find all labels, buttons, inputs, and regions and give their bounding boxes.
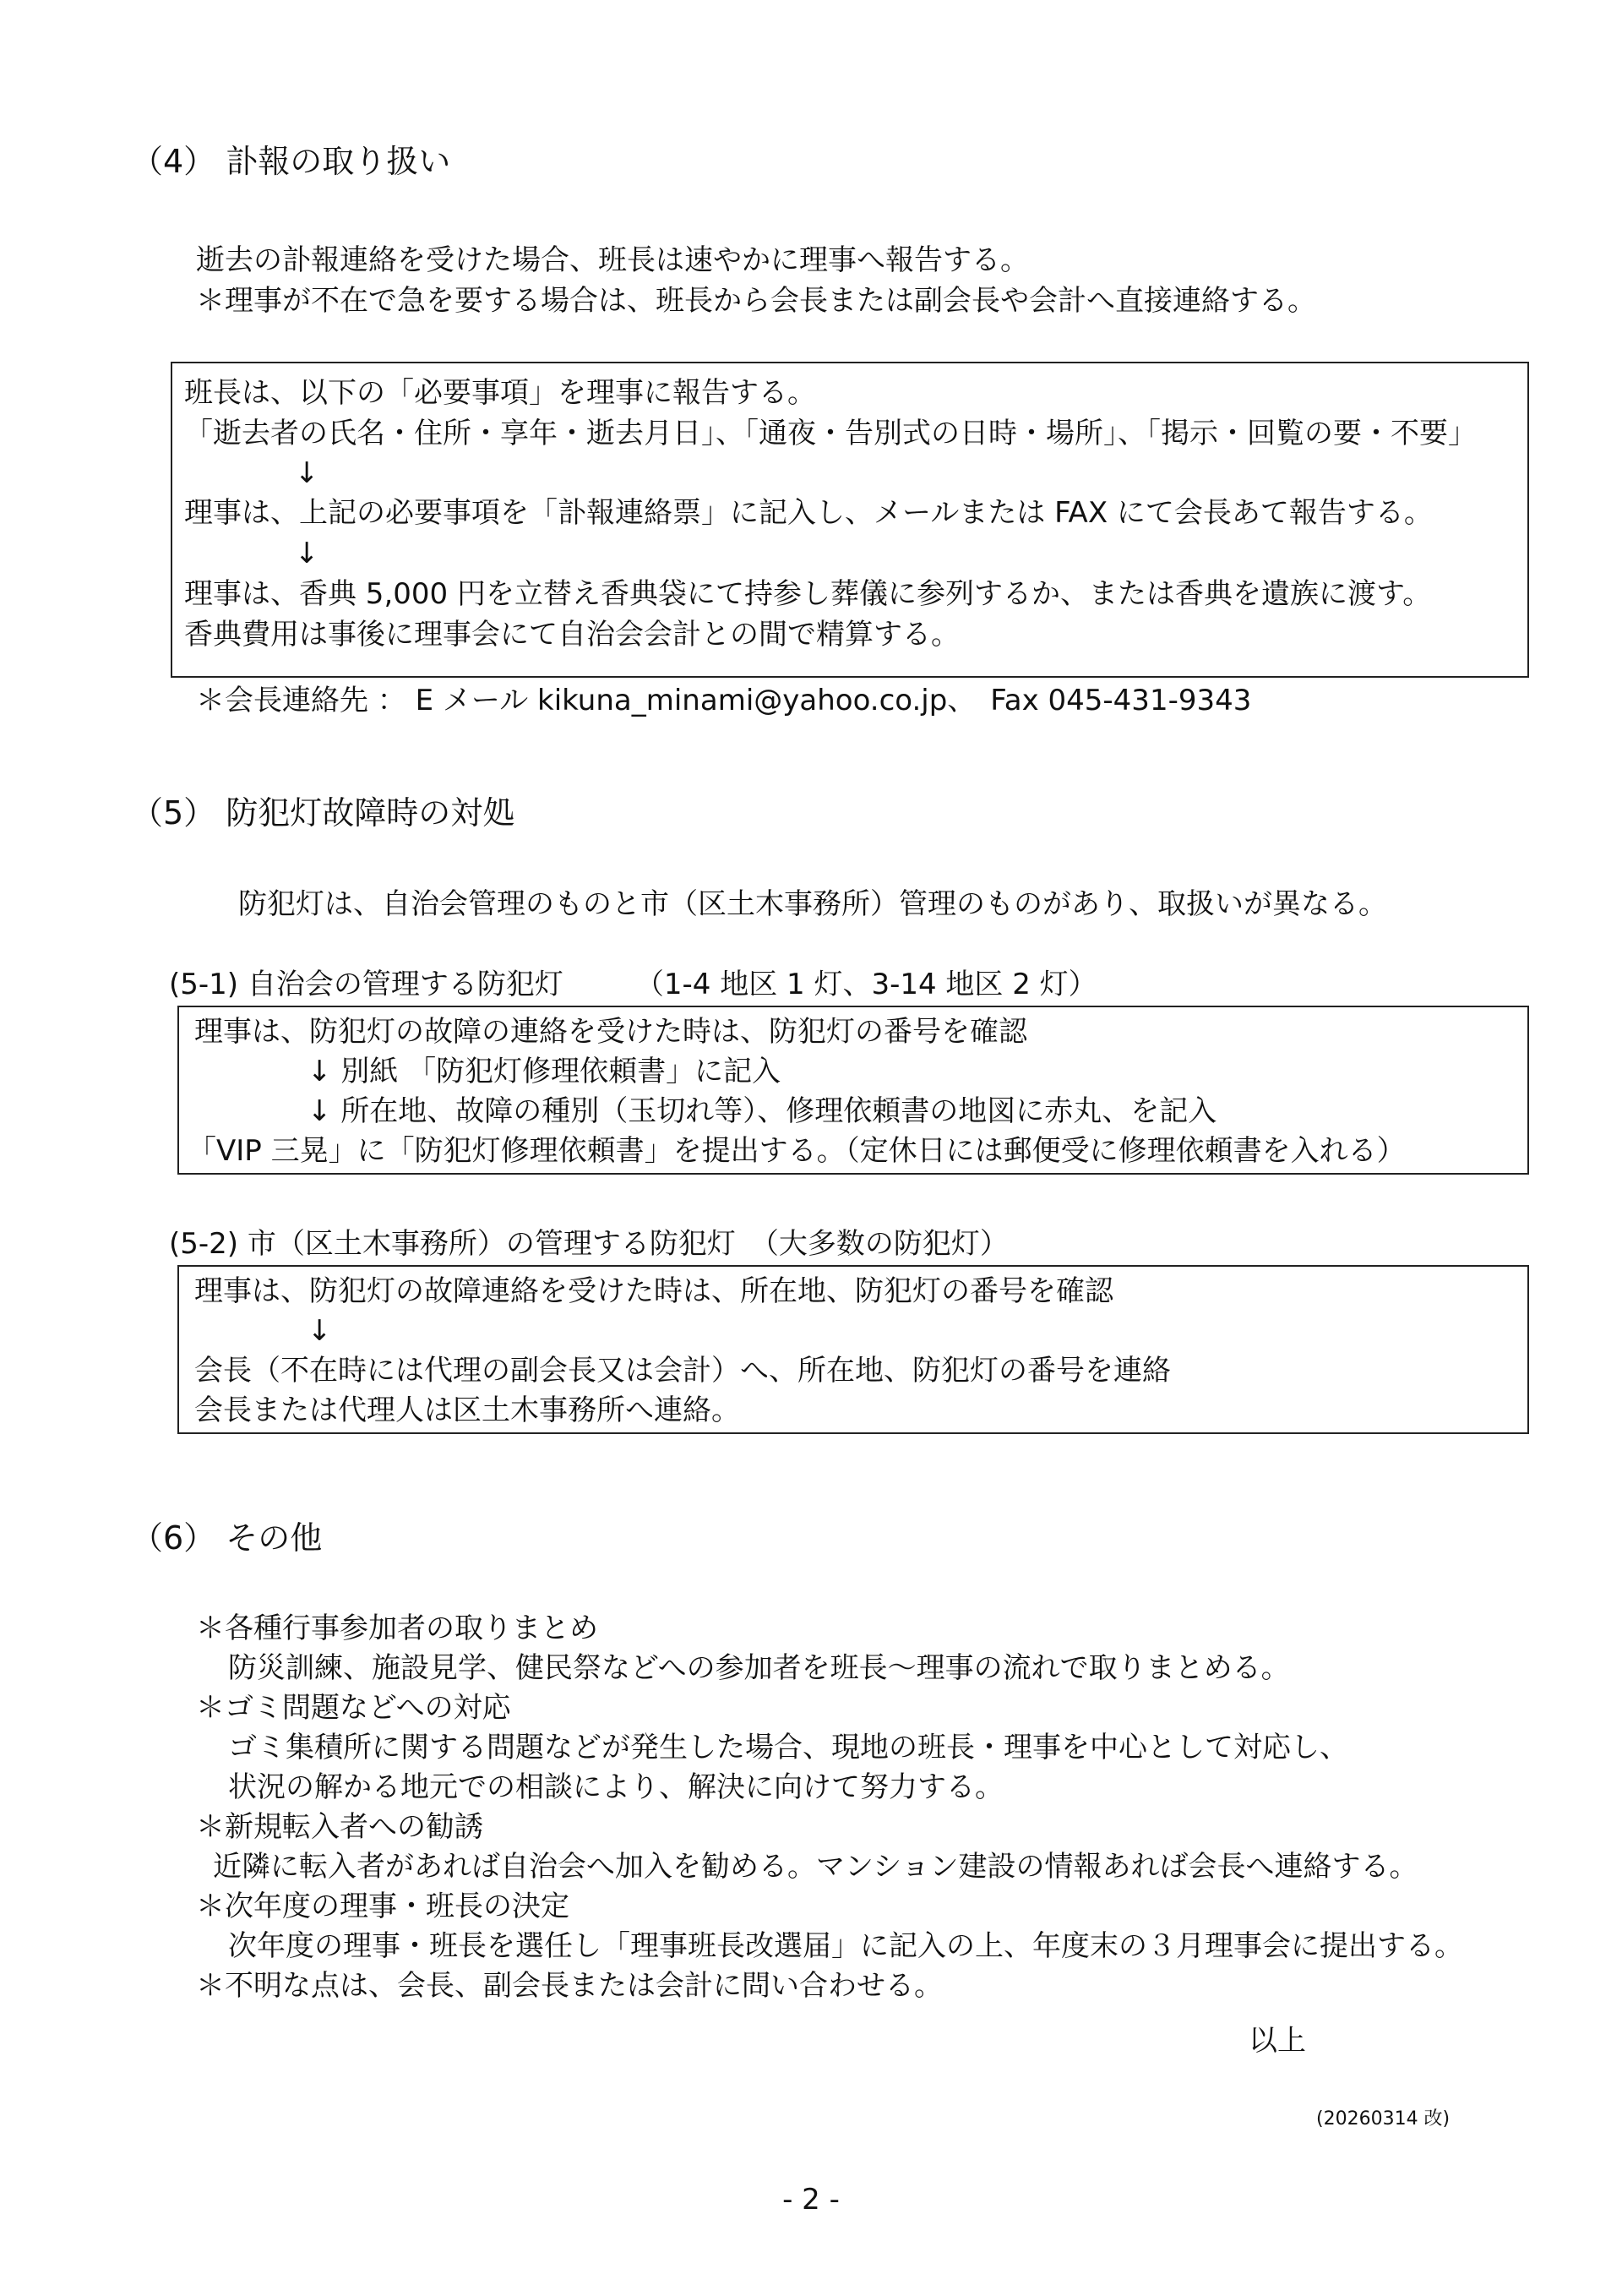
box5-1-line-2: ↓ 別紙 「防犯灯修理依頼書」に記入 <box>308 1055 781 1088</box>
box4-line-2: 「逝去者の氏名・住所・享年・逝去月日」、「通夜・告別式の日時・場所」、「掲示・回覧の要・不要」 <box>184 417 1477 450</box>
section5-1-box <box>177 1006 1529 1175</box>
box4-line-1: 班長は、以下の「必要事項」を理事に報告する。 <box>184 376 816 410</box>
section6-heading: （6） その他 <box>131 1519 323 1557</box>
box4-line-5: 香典費用は事後に理事会にて自治会会計との間で精算する。 <box>184 618 960 652</box>
section6-item-5: ＊不明な点は、会長、副会長または会計に問い合わせる。 <box>196 1969 943 2003</box>
closing-text: 以上 <box>1249 2024 1306 2058</box>
box4-line-3: 理事は、上記の必要事項を「訃報連絡票」に記入し、メールまたは FAX にて会長あて報告する。 <box>184 496 1433 530</box>
section5-heading: （5） 防犯灯故障時の対処 <box>131 794 515 832</box>
down-arrow-icon: ↓ <box>308 1314 332 1348</box>
section5-intro: 防犯灯は、自治会管理のものと市（区土木事務所）管理のものがあり、取扱いが異なる。 <box>238 887 1387 921</box>
section6-item-4-text: 次年度の理事・班長を選任し「理事班長改選届」に記入の上、年度末の３月理事会に提出する。 <box>228 1929 1463 1963</box>
box5-1-line-4: 「VIP 三晃」に「防犯灯修理依頼書」を提出する。（定休日には郵便受に修理依頼書を入れる） <box>188 1134 1406 1168</box>
down-arrow-icon: ↓ <box>295 537 319 570</box>
section6-item-4-title: ＊次年度の理事・班長の決定 <box>196 1890 569 1923</box>
down-arrow-icon: ↓ <box>295 456 319 490</box>
page-number: - 2 - <box>782 2183 840 2217</box>
section4-heading: （4） 訃報の取り扱い <box>131 143 451 180</box>
box4-line-4: 理事は、香典 5,000 円を立替え香典袋にて持参し葬儀に参列するか、または香典を遺族に渡す。 <box>184 577 1432 611</box>
section6-item-2-text-1: ゴミ集積所に関する問題などが発生した場合、現地の班長・理事を中心として対応し、 <box>228 1731 1348 1764</box>
section5-1-heading: (5-1) 自治会の管理する防犯灯 （1-4 地区 1 灯、3-14 地区 2 灯） <box>169 968 1097 1001</box>
box5-2-line-4: 会長または代理人は区土木事務所へ連絡。 <box>194 1393 740 1427</box>
section4-line-1: 逝去の訃報連絡を受けた場合、班長は速やかに理事へ報告する。 <box>196 243 1029 277</box>
section6-item-2-title: ＊ゴミ問題などへの対応 <box>196 1691 511 1725</box>
section4-procedure-box <box>171 362 1529 678</box>
revision-note: (20260314 改) <box>1316 2108 1451 2130</box>
section5-2-heading: (5-2) 市（区土木事務所）の管理する防犯灯 （大多数の防犯灯） <box>169 1227 1009 1261</box>
section5-2-box <box>177 1265 1529 1434</box>
box5-2-line-3: 会長（不在時には代理の副会長又は会計）へ、所在地、防犯灯の番号を連絡 <box>194 1354 1171 1388</box>
box5-2-line-1: 理事は、防犯灯の故障連絡を受けた時は、所在地、防犯灯の番号を確認 <box>194 1274 1113 1308</box>
section6-item-2-text-2: 状況の解かる地元での相談により、解決に向けて努力する。 <box>228 1770 1004 1804</box>
contact-info: ＊会長連絡先 ： E メール kikuna_minami@yahoo.co.jp、 Fax 045-431-9343 <box>196 684 1252 717</box>
section6-item-1-text: 防災訓練、施設見学、健民祭などへの参加者を班長～理事の流れで取りまとめる。 <box>228 1651 1290 1685</box>
section4-line-2: ＊理事が不在で急を要する場合は、班長から会長または副会長や会計へ直接連絡する。 <box>196 284 1316 318</box>
section6-item-3-text: 近隣に転入者があれば自治会へ加入を勧める。マンション建設の情報あれば会長へ連絡する。 <box>213 1850 1418 1884</box>
section6-item-1-title: ＊各種行事参加者の取りまとめ <box>196 1612 598 1645</box>
section6-item-3-title: ＊新規転入者への勧誘 <box>196 1810 483 1844</box>
box5-1-line-1: 理事は、防犯灯の故障の連絡を受けた時は、防犯灯の番号を確認 <box>194 1015 1027 1049</box>
box5-1-line-3: ↓ 所在地、故障の種別（玉切れ等）、修理依頼書の地図に赤丸、を記入 <box>308 1094 1217 1128</box>
